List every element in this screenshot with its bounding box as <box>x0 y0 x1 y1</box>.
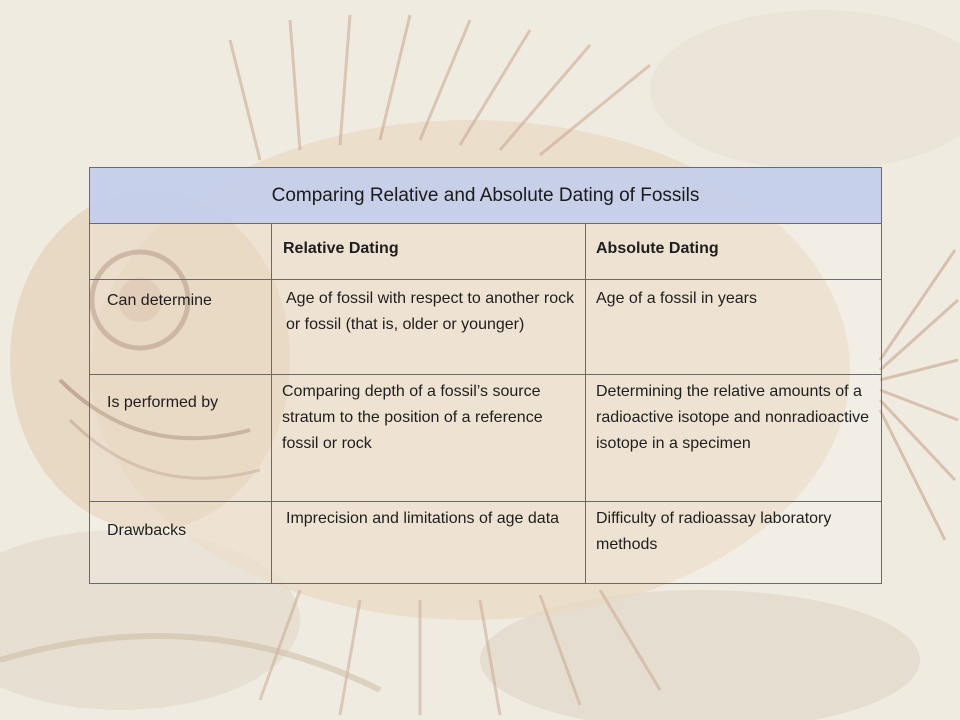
row-divider <box>90 501 881 502</box>
relative-can-determine: Age of fossil with respect to another rock or fossil (that is, older or younger) <box>286 290 575 333</box>
relative-performed-by: Comparing depth of a fossil’s source stratum to the position of a reference fossil or rock <box>282 383 543 452</box>
table-title: Comparing Relative and Absolute Dating of Fossils <box>90 168 881 224</box>
absolute-performed-by: Determining the relative amounts of a radioactive isotope and nonradioactive isotope in a specimen <box>596 383 870 452</box>
row-divider <box>90 374 881 375</box>
relative-drawbacks: Imprecision and limitations of age data <box>286 510 560 527</box>
column-header-relative: Relative Dating <box>283 240 399 257</box>
row-label-drawbacks: Drawbacks <box>107 522 187 539</box>
row-divider <box>90 279 881 280</box>
row-label-can-determine: Can determine <box>107 292 212 309</box>
row-label-performed-by: Is performed by <box>107 394 219 411</box>
absolute-drawbacks: Difficulty of radioassay laboratory methods <box>596 510 832 553</box>
column-divider <box>585 223 586 583</box>
comparison-table <box>89 167 882 584</box>
absolute-can-determine: Age of a fossil in years <box>596 290 757 307</box>
column-header-absolute: Absolute Dating <box>596 240 719 257</box>
column-divider <box>271 223 272 583</box>
